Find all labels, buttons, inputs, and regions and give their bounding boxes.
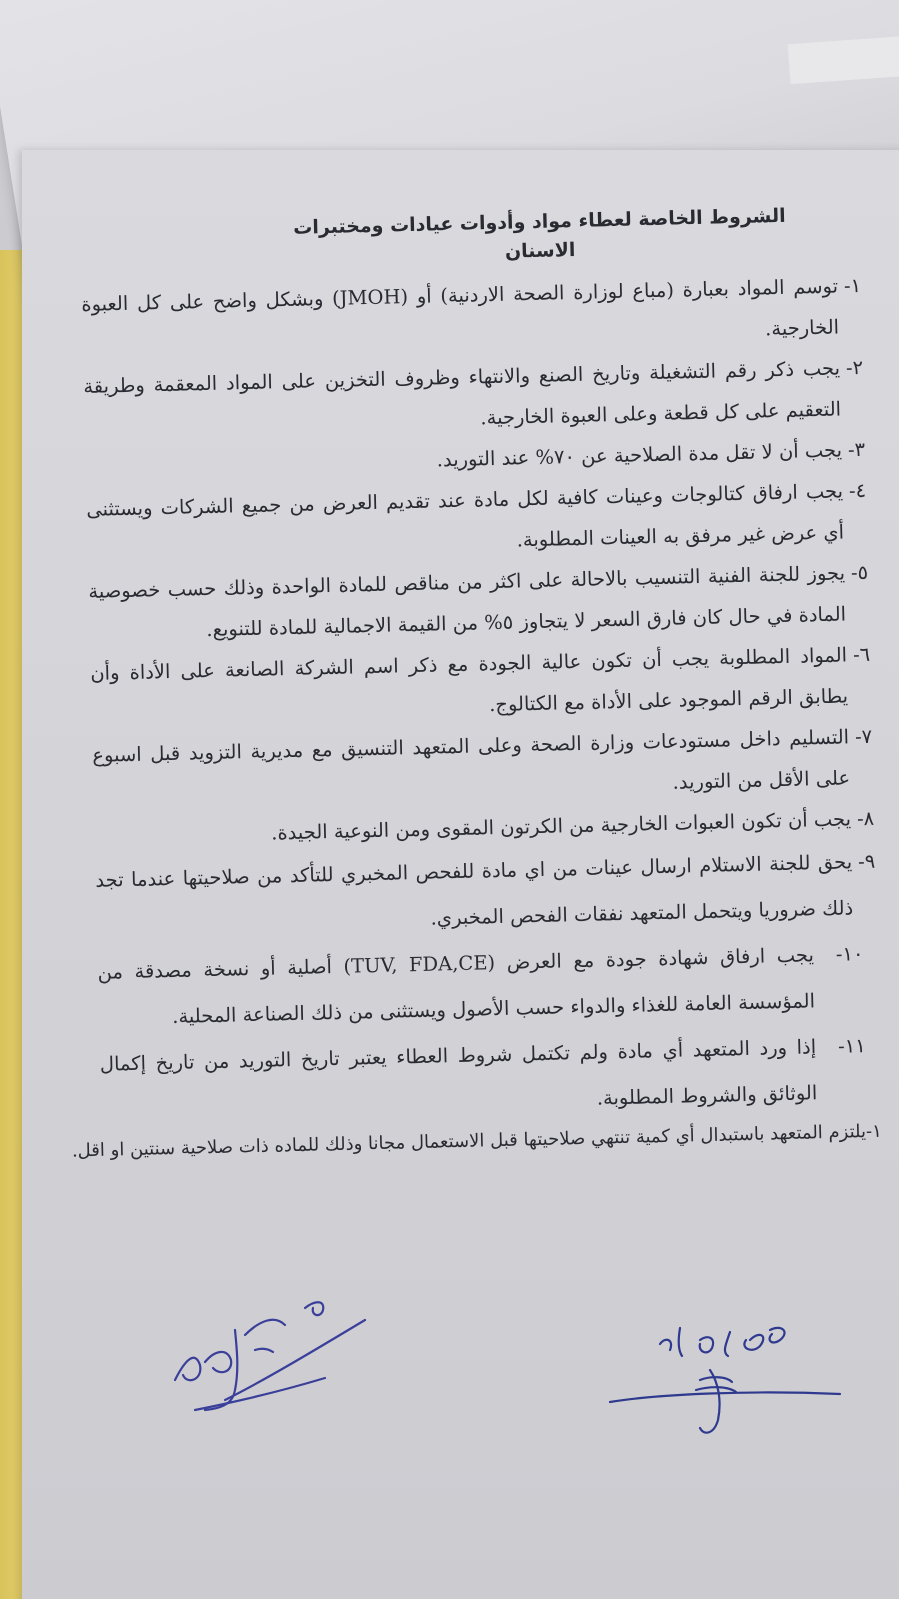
background-sheet-corner <box>788 36 899 84</box>
clause-text: يجب أن تكون العبوات الخارجية من الكرتون المقوى ومن النوعية الجيدة. <box>270 807 852 845</box>
title-line-1: الشروط الخاصة لعطاء مواد وأدوات عيادات ومختبرات <box>293 204 786 239</box>
clause-text: يحق للجنة الاستلام ارسال عينات من اي مادة للفحص المخبري للتأكد من صلاحيتها عندما تجد ذلك ضروريا ويتحمل المتعهد نفقات الفحص المخبري. <box>95 850 854 930</box>
clause-number: ٦- <box>852 642 871 667</box>
clause-text: إذا ورد المتعهد أي مادة ولم تكتمل شروط العطاء يعتبر تاريخ التوريد من تاريخ إكمال الوثائق والشروط المطلوبة. <box>99 1035 818 1110</box>
clause-number: ١- <box>843 273 862 298</box>
clause-number: ٤- <box>848 478 867 503</box>
clause-11 <box>99 1023 881 1134</box>
clause-number: ٧- <box>854 724 873 749</box>
clause-number: ٢- <box>845 355 864 380</box>
clause-text: التسليم داخل مستودعات وزارة الصحة وعلى المتعهد التنسيق مع مديرية التزويد قبل اسبوع على الأقل من التوريد. <box>92 725 851 794</box>
clause-number: ٨- <box>856 806 875 831</box>
clause-text: المواد المطلوبة يجب أن تكون عالية الجودة مع ذكر اسم الشركة الصانعة على الأداة وأن يطابق الرقم الموجود على الأداة مع الكتالوج. <box>90 643 849 717</box>
clause-text: يجب ارفاق شهادة جودة مع العرض (TUV, FDA,CE) أصلية أو نسخة مصدقة من المؤسسة العامة للغذاء والدواء حسب الأصول ويستثنى من ذلك الصناعة المحلية. <box>97 943 816 1028</box>
clauses-list <box>81 265 882 1134</box>
document-body <box>71 200 883 1166</box>
clause-number: ١١- <box>837 1033 866 1058</box>
clause-text: توسم المواد بعبارة (مباع لوزارة الصحة الاردنية) أو (JMOH) وبشكل واضح على كل العبوة الخارجية. <box>81 274 840 341</box>
clause-text: يجوز للجنة الفنية التنسيب بالاحالة على اكثر من مناقص للمادة الواحدة وذلك حسب خصوصية المادة في حال كان فارق السعر لا يتجاوز ٥% من القيمة الاجمالية للمادة للتنويع. <box>88 561 847 641</box>
extra-clause-text: يلتزم المتعهد باستبدال أي كمية تنتهي صلاحيتها قبل الاستعمال مجانا وذلك للماده ذات صلاحية سنتين او اقل. <box>71 1120 867 1162</box>
clause-text: يجب ذكر رقم التشغيلة وتاريخ الصنع والانتهاء وظروف التخزين على المواد المعقمة وطريقة التعقيم على كل قطعة وعلى العبوة الخارجية. <box>83 356 842 430</box>
title-line-2: الاسنان <box>504 239 576 264</box>
right-signature <box>600 1310 860 1440</box>
clause-number: ١٠- <box>835 941 864 966</box>
clause-number: ٩- <box>857 849 876 874</box>
clause-text: يجب ارفاق كتالوجات وعينات كافية لكل مادة عند تقديم العرض من جميع الشركات ويستثنى أي عرض غير مرفق به العينات المطلوبة. <box>86 479 845 552</box>
clause-number: ٥- <box>850 560 869 585</box>
extra-clause-number: ١- <box>865 1120 883 1142</box>
clause-text: يجب أن لا تقل مدة الصلاحية عن ٧٠% عند التوريد. <box>436 438 843 472</box>
left-signature <box>165 1290 395 1440</box>
clause-number: ٣- <box>847 437 866 462</box>
document-title <box>259 201 820 274</box>
